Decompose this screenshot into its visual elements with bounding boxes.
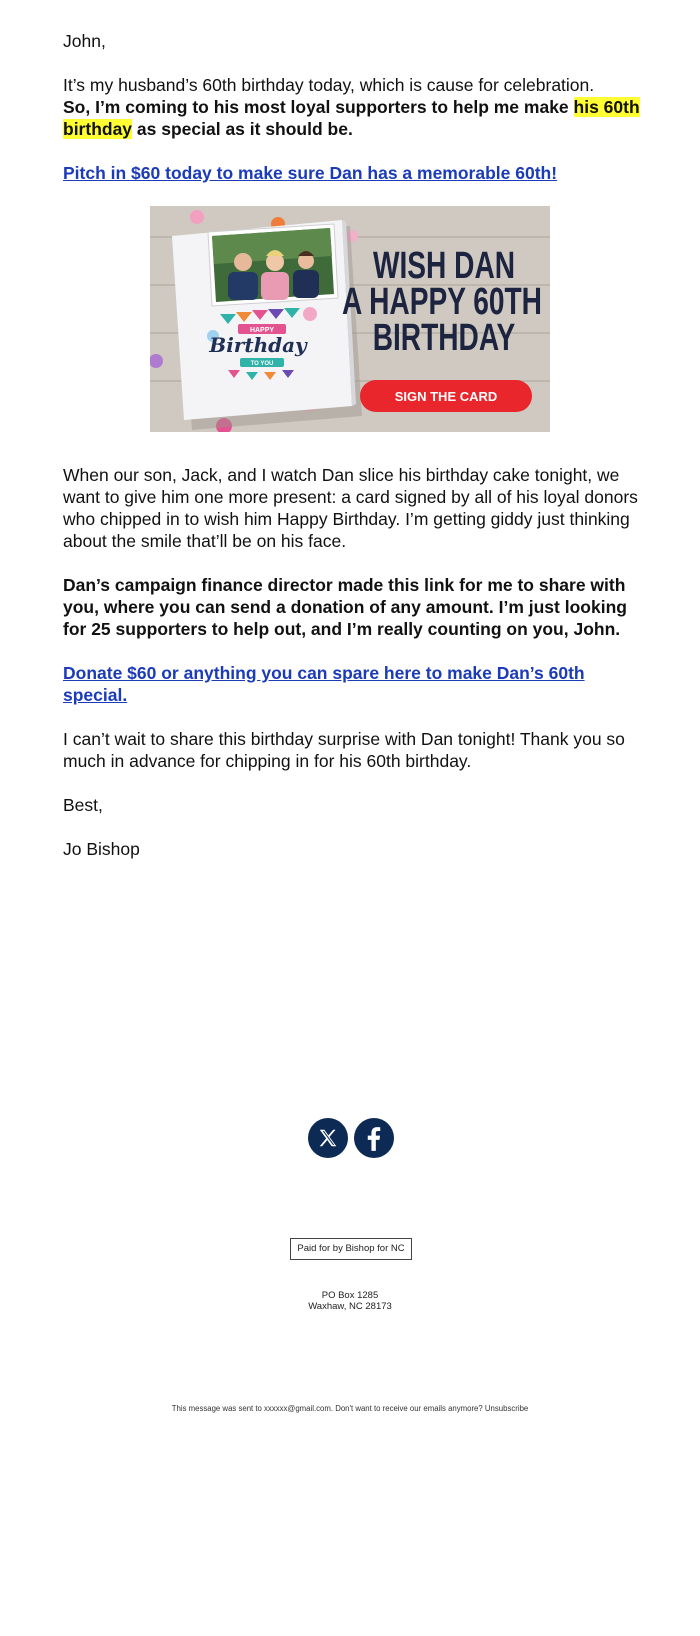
sign-the-card-label: SIGN THE CARD [394, 389, 498, 404]
mailing-address [250, 1290, 450, 1312]
donate-link[interactable]: Donate $60 or anything you can spare here to make Dan’s 60th special. [63, 663, 585, 705]
banner-headline-1: WISH DAN [372, 245, 516, 288]
x-icon [317, 1127, 339, 1149]
sent-to-text: This message was sent to xxxxxx@gmail.com. Don't want to receive our emails anymore? [171, 1404, 483, 1413]
intro-bold-after: as special as it should be. [132, 119, 353, 139]
social-links [308, 1118, 394, 1158]
paragraph-thanks: I can’t wait to share this birthday surprise with Dan tonight! Thank you so much in advance for chipping in for his 60th birthday. [63, 729, 625, 771]
intro-bold-before: So, I’m coming to his most loyal supporters to help me make [63, 97, 574, 117]
paragraph-card: When our son, Jack, and I watch Dan slice his birthday cake tonight, we want to give him one more present: a card signed by all of his loyal donors who chipped in to wish him Happy Birthday. I’m getting giddy just thinking about the smile that’ll be on his face. [63, 465, 638, 551]
card-happy-text: HAPPY [249, 327, 275, 334]
greeting: John, [63, 31, 106, 51]
intro-highlight: his 60th birthday [63, 97, 640, 139]
intro-line: It’s my husband’s 60th birthday today, which is cause for celebration. [63, 75, 595, 95]
facebook-icon [363, 1125, 385, 1151]
pitch-in-link[interactable]: Pitch in $60 today to make sure Dan has a memorable 60th! [63, 163, 558, 183]
unsubscribe-link[interactable]: Unsubscribe [484, 1404, 529, 1413]
address-line-2: Waxhaw, NC 28173 [308, 1301, 392, 1312]
email-body [63, 30, 643, 882]
card-birthday-text: Birthday [209, 333, 307, 357]
facebook-link[interactable] [354, 1118, 394, 1158]
banner-headline-3: BIRTHDAY [372, 317, 516, 360]
signature: Jo Bishop [63, 839, 140, 859]
paragraph-intro [63, 74, 643, 140]
pitch-link-paragraph [63, 162, 643, 184]
paid-for-disclaimer: Paid for by Bishop for NC [290, 1238, 412, 1260]
address-line-1: PO Box 1285 [321, 1290, 379, 1301]
banner-graphic [150, 206, 550, 432]
donate-link-paragraph [63, 662, 643, 706]
footer-notice [0, 1404, 700, 1413]
banner-headline-2: A HAPPY 60TH [342, 281, 542, 324]
card-to-you-text: TO YOU [250, 361, 274, 367]
x-link[interactable] [308, 1118, 348, 1158]
birthday-card-banner[interactable] [150, 206, 550, 432]
closing: Best, [63, 795, 103, 815]
paragraph-finance-director: Dan’s campaign finance director made this link for me to share with you, where you can send a donation of any amount. I’m just looking for 25 supporters to help out, and I’m really counting on you, John. [63, 575, 627, 639]
